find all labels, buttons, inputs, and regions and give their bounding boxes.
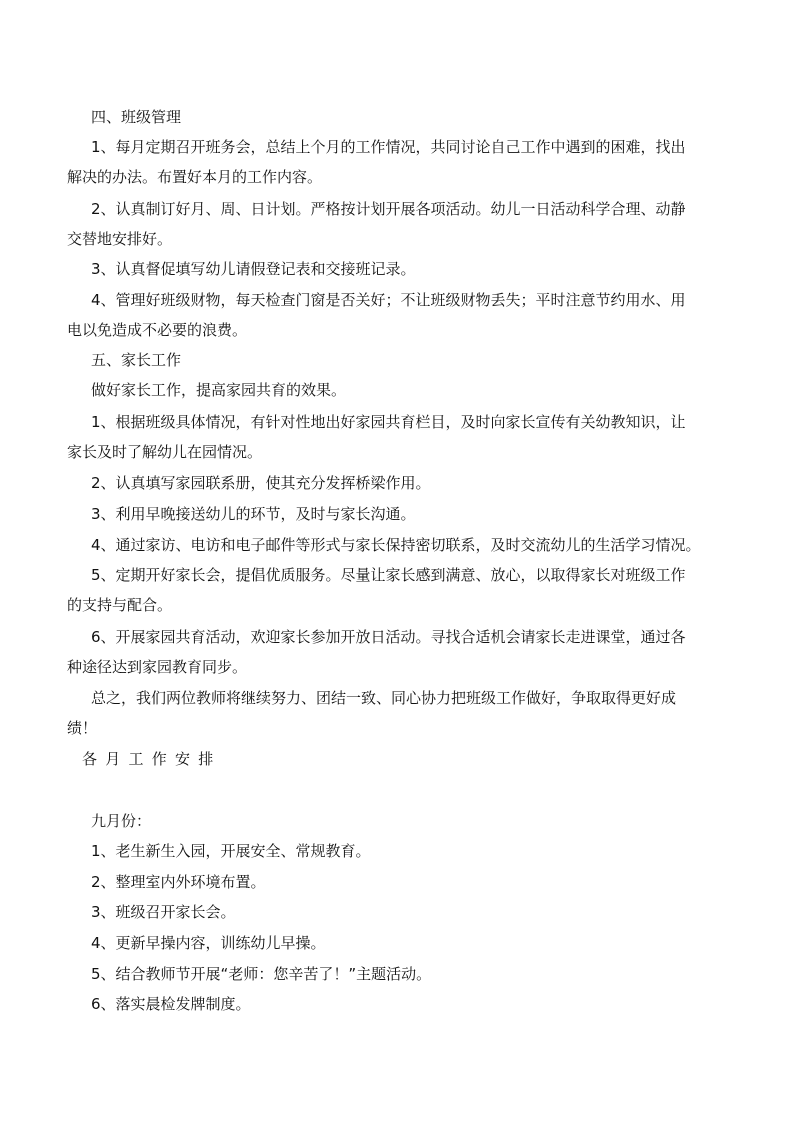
paragraph-line: 4、管理好班级财物，每天检查门窗是否关好；不让班级财物丢失；平时注意节约用水、用 [91, 291, 686, 309]
paragraph-line: 2、认真填写家园联系册，使其充分发挥桥梁作用。 [91, 474, 431, 492]
list-item: 4、更新早操内容，训练幼儿早操。 [91, 934, 326, 952]
paragraph-line: 家长及时了解幼儿在园情况。 [67, 443, 263, 461]
paragraph-line: 做好家长工作，提高家园共育的效果。 [91, 381, 347, 399]
paragraph-line: 的支持与配合。 [67, 596, 173, 614]
paragraph-line: 3、利用早晚接送幼儿的环节，及时与家长沟通。 [91, 505, 416, 523]
month-heading: 九月份： [91, 812, 152, 830]
paragraph-line: 6、开展家园共育活动，欢迎家长参加开放日活动。寻找合适机会请家长走进课堂，通过各 [91, 628, 686, 646]
paragraph-line: 交替地安排好。 [67, 230, 173, 248]
paragraph-line: 电以免造成不必要的浪费。 [67, 321, 248, 339]
paragraph-line: 种途径达到家园教育同步。 [67, 658, 248, 676]
paragraph-line: 1、每月定期召开班务会，总结上个月的工作情况，共同讨论自己工作中遇到的困难，找出 [91, 138, 686, 156]
paragraph-line: 2、认真制订好月、周、日计划。严格按计划开展各项活动。幼儿一日活动科学合理、动静 [91, 200, 686, 218]
paragraph-line: 总之，我们两位教师将继续努力、团结一致、同心协力把班级工作做好，争取取得更好成 [91, 689, 677, 707]
paragraph-line: 解决的办法。布置好本月的工作内容。 [67, 168, 323, 186]
section-heading: 五、家长工作 [91, 351, 182, 369]
list-item: 5、结合教师节开展“老师：您辛苦了！”主题活动。 [91, 965, 432, 983]
list-item: 2、整理室内外环境布置。 [91, 873, 266, 891]
schedule-title: 各月工作安排 [82, 750, 222, 768]
paragraph-line: 3、认真督促填写幼儿请假登记表和交接班记录。 [91, 260, 416, 278]
section-heading: 四、班级管理 [91, 108, 182, 126]
paragraph-line: 4、通过家访、电访和电子邮件等形式与家长保持密切联系，及时交流幼儿的生活学习情况。 [91, 536, 701, 554]
paragraph-line: 1、根据班级具体情况，有针对性地出好家园共育栏目，及时向家长宣传有关幼教知识，让 [91, 413, 686, 431]
list-item: 1、老生新生入园，开展安全、常规教育。 [91, 842, 371, 860]
list-item: 6、落实晨检发牌制度。 [91, 995, 251, 1013]
paragraph-line: 绩！ [67, 719, 98, 737]
list-item: 3、班级召开家长会。 [91, 903, 236, 921]
paragraph-line: 5、定期开好家长会，提倡优质服务。尽量让家长感到满意、放心，以取得家长对班级工作 [91, 566, 686, 584]
